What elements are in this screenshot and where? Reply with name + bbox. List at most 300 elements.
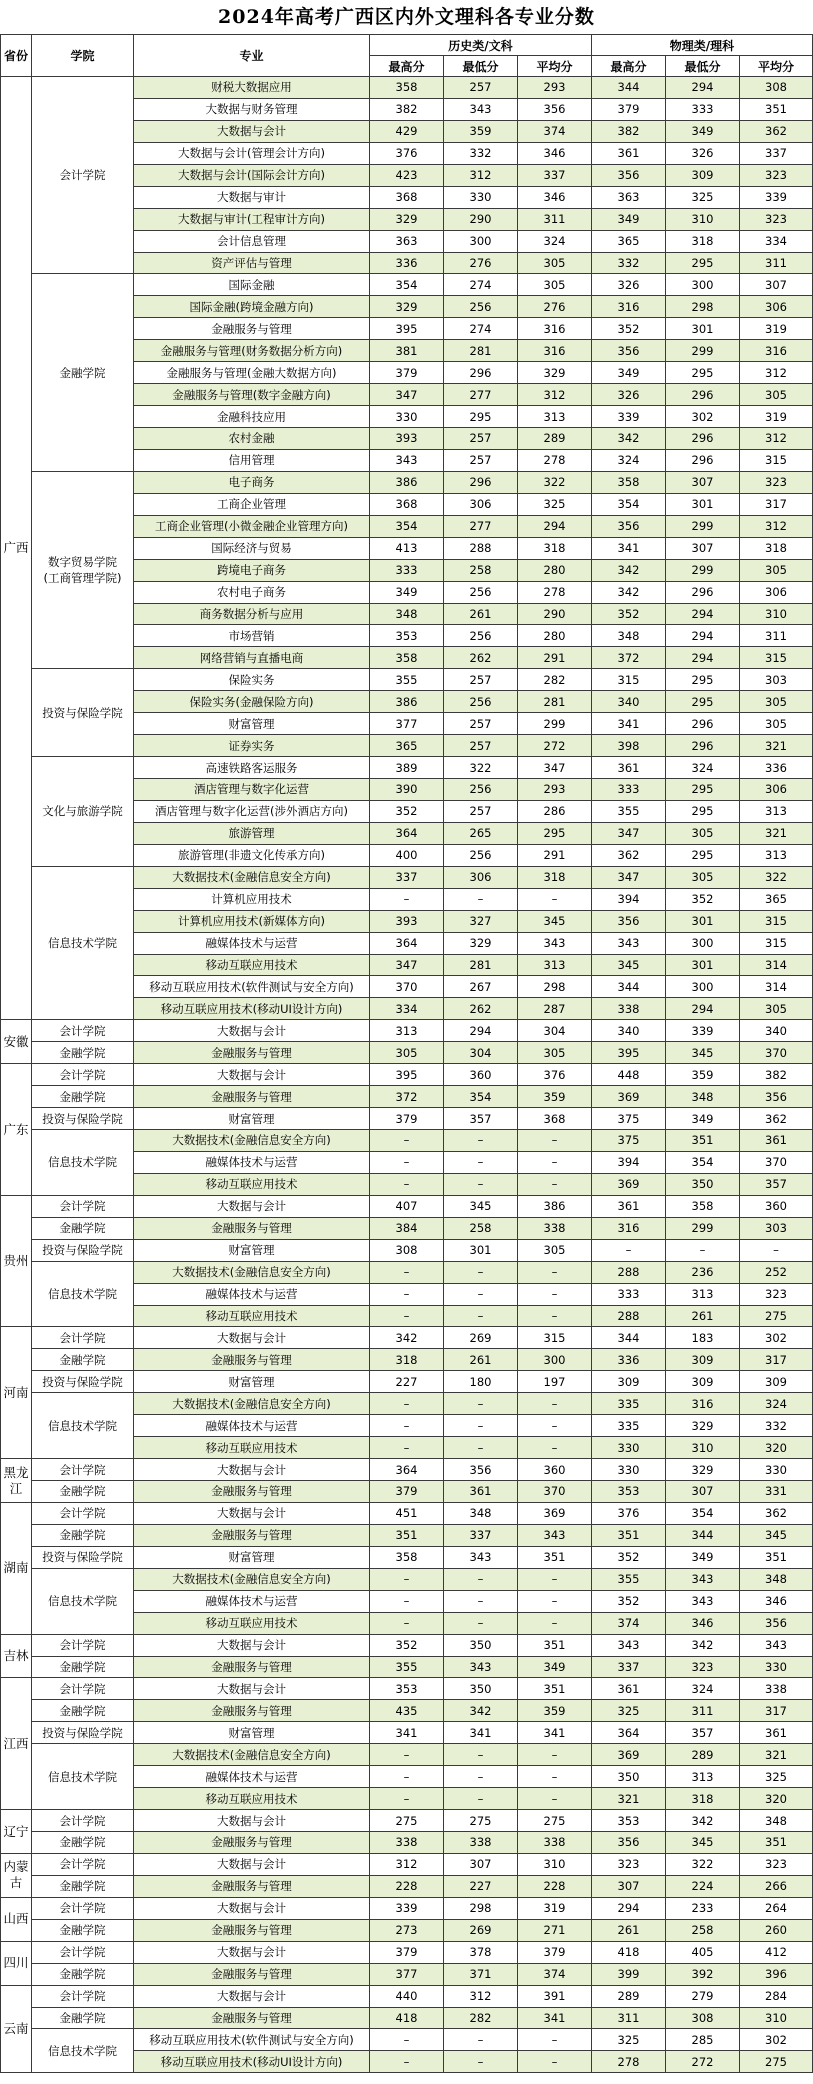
history-min-cell: – [444,888,518,910]
physics-max-cell: 355 [592,800,666,822]
history-avg-cell: 313 [518,406,592,428]
major-cell: 大数据与会计 [134,1897,370,1919]
history-avg-cell: 319 [518,1897,592,1919]
physics-max-cell: 325 [592,1700,666,1722]
physics-min-cell: 405 [666,1941,740,1963]
history-min-cell: 282 [444,2007,518,2029]
history-avg-cell: 391 [518,1985,592,2007]
history-avg-cell: 341 [518,2007,592,2029]
physics-min-cell: 272 [666,2051,740,2073]
physics-max-cell: 333 [592,779,666,801]
history-min-cell: 288 [444,537,518,559]
history-max-cell: 390 [370,779,444,801]
table-row [1,1481,813,1503]
major-cell: 移动互联应用技术 [134,1173,370,1195]
physics-min-cell: 349 [666,1108,740,1130]
history-max-cell: 330 [370,406,444,428]
history-max-cell: 418 [370,2007,444,2029]
history-avg-cell: 305 [518,252,592,274]
table-row [1,1239,813,1261]
history-avg-cell: 351 [518,1546,592,1568]
physics-min-cell: 308 [666,2007,740,2029]
school-cell: 投资与保险学院 [32,1239,134,1261]
history-min-cell: 361 [444,1481,518,1503]
history-avg-cell: 343 [518,932,592,954]
physics-avg-cell: 343 [740,1634,813,1656]
physics-min-cell: 305 [666,866,740,888]
physics-min-cell: 296 [666,581,740,603]
physics-min-cell: 329 [666,1459,740,1481]
physics-min-cell: 343 [666,1568,740,1590]
history-avg-cell: 278 [518,581,592,603]
history-max-cell: – [370,1437,444,1459]
major-cell: 融媒体技术与运营 [134,932,370,954]
header-school: 学院 [32,35,134,77]
physics-max-cell: 353 [592,1481,666,1503]
history-min-cell: 274 [444,318,518,340]
history-avg-cell: 370 [518,1481,592,1503]
history-max-cell: 386 [370,691,444,713]
physics-avg-cell: 307 [740,274,813,296]
physics-avg-cell: 337 [740,142,813,164]
physics-avg-cell: 361 [740,1130,813,1152]
physics-min-cell: 352 [666,888,740,910]
major-cell: 大数据与会计(管理会计方向) [134,142,370,164]
table-row [1,1832,813,1854]
history-min-cell: 290 [444,208,518,230]
physics-min-cell: 345 [666,1042,740,1064]
physics-min-cell: 357 [666,1722,740,1744]
physics-min-cell: 294 [666,625,740,647]
history-max-cell: – [370,1130,444,1152]
physics-avg-cell: 339 [740,186,813,208]
header-major: 专业 [134,35,370,77]
major-cell: 财富管理 [134,1371,370,1393]
history-max-cell: 353 [370,1678,444,1700]
major-cell: 金融服务与管理 [134,1700,370,1722]
history-avg-cell: – [518,888,592,910]
history-avg-cell: 322 [518,471,592,493]
table-row [1,77,813,99]
history-min-cell: 301 [444,1239,518,1261]
physics-min-cell: 299 [666,1217,740,1239]
history-avg-cell: – [518,1173,592,1195]
major-cell: 金融服务与管理 [134,1963,370,1985]
history-avg-cell: – [518,1151,592,1173]
physics-min-cell: 301 [666,910,740,932]
school-cell: 金融学院 [32,1086,134,1108]
physics-max-cell: 315 [592,669,666,691]
physics-avg-cell: 321 [740,735,813,757]
history-min-cell: 329 [444,932,518,954]
history-min-cell: – [444,1173,518,1195]
history-max-cell: 423 [370,164,444,186]
school-cell: 金融学院 [32,1700,134,1722]
physics-min-cell: 295 [666,362,740,384]
physics-max-cell: 361 [592,1678,666,1700]
history-max-cell: 354 [370,515,444,537]
history-min-cell: 304 [444,1042,518,1064]
header-history-avg: 平均分 [518,56,592,77]
history-avg-cell: – [518,1766,592,1788]
major-cell: 金融服务与管理 [134,1656,370,1678]
physics-max-cell: 323 [592,1853,666,1875]
physics-min-cell: 295 [666,252,740,274]
history-avg-cell: 374 [518,120,592,142]
major-cell: 融媒体技术与运营 [134,1415,370,1437]
physics-min-cell: – [666,1239,740,1261]
major-cell: 金融服务与管理 [134,1875,370,1897]
history-min-cell: – [444,1393,518,1415]
history-min-cell: 256 [444,844,518,866]
table-row [1,1722,813,1744]
history-avg-cell: 300 [518,1349,592,1371]
physics-min-cell: 301 [666,954,740,976]
table-row [1,274,813,296]
history-max-cell: 413 [370,537,444,559]
history-max-cell: 347 [370,384,444,406]
major-cell: 工商企业管理(小微金融企业管理方向) [134,515,370,537]
header-physics: 物理类/理科 [592,35,813,56]
physics-max-cell: 356 [592,340,666,362]
major-cell: 金融服务与管理 [134,1349,370,1371]
table-row [1,1217,813,1239]
physics-max-cell: 326 [592,384,666,406]
table-row [1,1897,813,1919]
physics-avg-cell: 324 [740,1393,813,1415]
major-cell: 大数据与会计 [134,1020,370,1042]
physics-avg-cell: 345 [740,1524,813,1546]
physics-avg-cell: 309 [740,1371,813,1393]
school-cell: 金融学院 [32,1919,134,1941]
physics-min-cell: 289 [666,1744,740,1766]
history-max-cell: 379 [370,1481,444,1503]
table-body [1,77,813,2073]
history-avg-cell: – [518,1305,592,1327]
major-cell: 工商企业管理 [134,493,370,515]
physics-min-cell: 300 [666,274,740,296]
major-cell: 金融服务与管理 [134,1832,370,1854]
major-cell: 大数据与会计 [134,1327,370,1349]
physics-avg-cell: 316 [740,340,813,362]
school-cell: 金融学院 [32,2007,134,2029]
physics-avg-cell: 362 [740,1502,813,1524]
history-min-cell: – [444,1283,518,1305]
physics-min-cell: 313 [666,1283,740,1305]
physics-min-cell: 310 [666,1437,740,1459]
physics-min-cell: 300 [666,932,740,954]
physics-max-cell: 338 [592,998,666,1020]
physics-max-cell: 355 [592,1568,666,1590]
major-cell: 移动互联应用技术(移动UI设计方向) [134,2051,370,2073]
major-cell: 财税大数据应用 [134,77,370,99]
physics-min-cell: 351 [666,1130,740,1152]
physics-max-cell: 361 [592,757,666,779]
school-cell: 金融学院 [32,1042,134,1064]
table-row [1,1744,813,1766]
physics-max-cell: 289 [592,1985,666,2007]
physics-max-cell: 326 [592,274,666,296]
physics-max-cell: 348 [592,625,666,647]
history-max-cell: 342 [370,1327,444,1349]
history-min-cell: 180 [444,1371,518,1393]
history-min-cell: 359 [444,120,518,142]
history-avg-cell: 275 [518,1810,592,1832]
history-avg-cell: 343 [518,1524,592,1546]
physics-min-cell: 296 [666,713,740,735]
physics-avg-cell: 396 [740,1963,813,1985]
physics-avg-cell: 361 [740,1722,813,1744]
physics-max-cell: 332 [592,252,666,274]
history-avg-cell: 281 [518,691,592,713]
physics-max-cell: 347 [592,866,666,888]
major-cell: 保险实务 [134,669,370,691]
physics-avg-cell: 356 [740,1086,813,1108]
major-cell: 金融服务与管理 [134,1481,370,1503]
history-min-cell: 281 [444,954,518,976]
history-min-cell: 332 [444,142,518,164]
history-avg-cell: 368 [518,1108,592,1130]
history-min-cell: 261 [444,603,518,625]
history-min-cell: 296 [444,471,518,493]
history-max-cell: 440 [370,1985,444,2007]
history-max-cell: 395 [370,318,444,340]
physics-avg-cell: 310 [740,2007,813,2029]
physics-avg-cell: 264 [740,1897,813,1919]
major-cell: 大数据与财务管理 [134,98,370,120]
physics-max-cell: 343 [592,1634,666,1656]
physics-min-cell: 310 [666,208,740,230]
table-row [1,1371,813,1393]
physics-min-cell: 305 [666,822,740,844]
major-cell: 金融服务与管理(数字金融方向) [134,384,370,406]
history-min-cell: – [444,2029,518,2051]
major-cell: 大数据与会计 [134,1064,370,1086]
physics-min-cell: 313 [666,1766,740,1788]
history-avg-cell: 360 [518,1459,592,1481]
physics-max-cell: 335 [592,1415,666,1437]
history-avg-cell: 272 [518,735,592,757]
history-max-cell: – [370,1415,444,1437]
history-avg-cell: 337 [518,164,592,186]
history-max-cell: 377 [370,1963,444,1985]
major-cell: 计算机应用技术 [134,888,370,910]
history-min-cell: 258 [444,559,518,581]
physics-min-cell: 344 [666,1524,740,1546]
history-min-cell: 343 [444,98,518,120]
physics-max-cell: 375 [592,1108,666,1130]
physics-avg-cell: 351 [740,1832,813,1854]
province-cell: 四川 [1,1941,32,1985]
history-avg-cell: 280 [518,625,592,647]
physics-avg-cell: 331 [740,1481,813,1503]
table-row [1,1810,813,1832]
history-min-cell: 276 [444,252,518,274]
province-cell: 河南 [1,1327,32,1459]
history-min-cell: 277 [444,384,518,406]
physics-max-cell: 340 [592,1020,666,1042]
major-cell: 大数据与会计 [134,1810,370,1832]
history-min-cell: 300 [444,230,518,252]
history-avg-cell: – [518,1612,592,1634]
physics-avg-cell: 330 [740,1656,813,1678]
physics-avg-cell: 357 [740,1173,813,1195]
history-max-cell: 370 [370,976,444,998]
history-max-cell: 337 [370,866,444,888]
major-cell: 财富管理 [134,1722,370,1744]
history-avg-cell: 318 [518,537,592,559]
physics-max-cell: 399 [592,1963,666,1985]
history-avg-cell: 304 [518,1020,592,1042]
physics-avg-cell: 266 [740,1875,813,1897]
physics-max-cell: 356 [592,910,666,932]
major-cell: 大数据与会计 [134,1195,370,1217]
history-avg-cell: 324 [518,230,592,252]
history-avg-cell: 351 [518,1678,592,1700]
physics-max-cell: 352 [592,603,666,625]
physics-min-cell: 311 [666,1700,740,1722]
major-cell: 大数据技术(金融信息安全方向) [134,866,370,888]
physics-min-cell: 299 [666,515,740,537]
physics-avg-cell: 315 [740,932,813,954]
physics-avg-cell: 315 [740,647,813,669]
history-avg-cell: – [518,1590,592,1612]
physics-max-cell: 324 [592,449,666,471]
physics-min-cell: 349 [666,1546,740,1568]
major-cell: 财富管理 [134,1239,370,1261]
physics-avg-cell: 312 [740,515,813,537]
major-cell: 移动互联应用技术 [134,1788,370,1810]
major-cell: 大数据与会计 [134,1985,370,2007]
history-min-cell: 327 [444,910,518,932]
history-max-cell: – [370,1788,444,1810]
physics-avg-cell: 317 [740,493,813,515]
physics-max-cell: 365 [592,230,666,252]
school-cell: 会计学院 [32,1459,134,1481]
school-cell: 金融学院 [32,1524,134,1546]
history-avg-cell: 197 [518,1371,592,1393]
physics-avg-cell: 348 [740,1568,813,1590]
major-cell: 大数据技术(金融信息安全方向) [134,1261,370,1283]
table-row [1,1678,813,1700]
history-avg-cell: 329 [518,362,592,384]
school-cell: 金融学院 [32,274,134,471]
table-row [1,2029,813,2051]
history-avg-cell: 310 [518,1853,592,1875]
table-row [1,1919,813,1941]
history-avg-cell: 325 [518,493,592,515]
major-cell: 财富管理 [134,1108,370,1130]
physics-avg-cell: 370 [740,1042,813,1064]
physics-avg-cell: 313 [740,844,813,866]
history-max-cell: 451 [370,1502,444,1524]
major-cell: 高速铁路客运服务 [134,757,370,779]
major-cell: 资产评估与管理 [134,252,370,274]
physics-avg-cell: 370 [740,1151,813,1173]
history-avg-cell: – [518,1130,592,1152]
physics-max-cell: 361 [592,142,666,164]
history-avg-cell: 294 [518,515,592,537]
school-cell: 信息技术学院 [32,1568,134,1634]
physics-min-cell: 324 [666,1678,740,1700]
history-min-cell: 350 [444,1678,518,1700]
physics-max-cell: 347 [592,822,666,844]
physics-avg-cell: 311 [740,625,813,647]
school-cell: 投资与保险学院 [32,1108,134,1130]
physics-max-cell: 341 [592,537,666,559]
school-cell: 会计学院 [32,1853,134,1875]
history-min-cell: 256 [444,691,518,713]
physics-avg-cell: 305 [740,691,813,713]
physics-max-cell: 363 [592,186,666,208]
table-row [1,2007,813,2029]
table-row [1,1546,813,1568]
history-avg-cell: 316 [518,340,592,362]
physics-min-cell: 348 [666,1086,740,1108]
history-avg-cell: 271 [518,1919,592,1941]
history-min-cell: 337 [444,1524,518,1546]
history-max-cell: 384 [370,1217,444,1239]
major-cell: 金融服务与管理 [134,2007,370,2029]
physics-avg-cell: 351 [740,98,813,120]
physics-min-cell: 299 [666,559,740,581]
history-min-cell: 354 [444,1086,518,1108]
physics-min-cell: 342 [666,1634,740,1656]
history-min-cell: 378 [444,1941,518,1963]
history-avg-cell: 369 [518,1502,592,1524]
history-avg-cell: 312 [518,384,592,406]
physics-max-cell: 418 [592,1941,666,1963]
physics-min-cell: 279 [666,1985,740,2007]
history-min-cell: 256 [444,581,518,603]
table-row [1,1502,813,1524]
school-cell: 金融学院 [32,1832,134,1854]
school-cell: 金融学院 [32,1656,134,1678]
history-avg-cell: – [518,1283,592,1305]
physics-avg-cell: 317 [740,1700,813,1722]
history-min-cell: 258 [444,1217,518,1239]
table-row [1,1195,813,1217]
history-avg-cell: 374 [518,1963,592,1985]
school-cell: 会计学院 [32,1502,134,1524]
physics-avg-cell: 319 [740,406,813,428]
header-history: 历史类/文科 [370,35,592,56]
history-min-cell: 257 [444,713,518,735]
school-cell: 金融学院 [32,1481,134,1503]
header-history-max: 最高分 [370,56,444,77]
physics-min-cell: 346 [666,1612,740,1634]
physics-avg-cell: 312 [740,362,813,384]
history-avg-cell: – [518,1744,592,1766]
physics-max-cell: 374 [592,1612,666,1634]
major-cell: 移动互联应用技术(软件测试与安全方向) [134,976,370,998]
history-max-cell: 382 [370,98,444,120]
major-cell: 融媒体技术与运营 [134,1766,370,1788]
physics-max-cell: 358 [592,471,666,493]
school-cell: 会计学院 [32,77,134,274]
history-avg-cell: 311 [518,208,592,230]
table-row [1,1020,813,1042]
school-cell: 金融学院 [32,1963,134,1985]
physics-min-cell: 349 [666,120,740,142]
history-avg-cell: 305 [518,1042,592,1064]
physics-avg-cell: 305 [740,998,813,1020]
history-min-cell: 257 [444,77,518,99]
major-cell: 农村金融 [134,428,370,450]
history-min-cell: 262 [444,998,518,1020]
physics-max-cell: 362 [592,844,666,866]
table-row [1,471,813,493]
